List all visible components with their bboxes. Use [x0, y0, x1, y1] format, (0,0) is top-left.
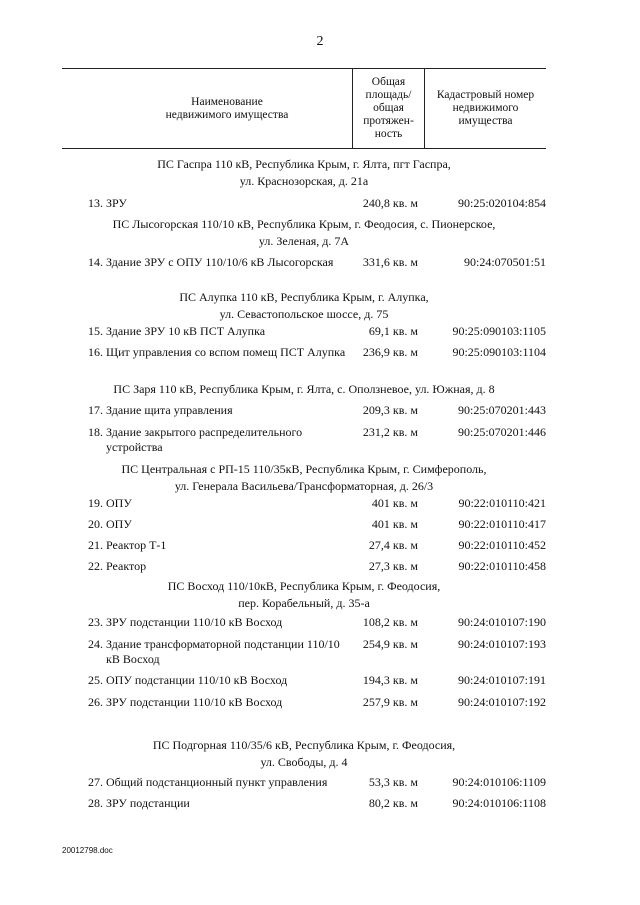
row-name: Общий подстанционный пункт управления [106, 775, 328, 789]
page-number: 2 [316, 34, 324, 49]
row-name: ЗРУ [106, 196, 127, 210]
row-area: 80,2 кв. м [368, 796, 418, 810]
row-area: 240,8 кв. м [362, 196, 418, 210]
row-name: ЗРУ подстанции 110/10 кВ Восход [106, 695, 283, 709]
group-heading: ПС Гаспра 110 кВ, Республика Крым, г. Ялта, пгт Гаспра, ул. Краснозорская, д. 21а [157, 157, 451, 188]
row-area: 209,3 кв. м [362, 403, 418, 417]
row-number: 20. [88, 517, 103, 531]
row-number: 27. [88, 775, 103, 789]
group-heading: ПС Алупка 110 кВ, Республика Крым, г. Алупка, ул. Севастопольское шоссе, д. 75 [179, 290, 429, 321]
row-name: ОПУ [106, 496, 132, 510]
header-name: Наименование недвижимого имущества [165, 95, 289, 121]
row-number: 15. [88, 324, 103, 338]
row-area: 231,2 кв. м [362, 425, 418, 439]
row-cadastral: 90:25:070201:446 [457, 425, 546, 439]
row-cadastral: 90:24:010107:190 [457, 615, 546, 629]
row-area: 53,3 кв. м [368, 775, 418, 789]
row-name: Реактор [106, 559, 147, 573]
row-cadastral: 90:24:010107:191 [457, 673, 546, 687]
row-area: 401 кв. м [371, 517, 418, 531]
row-name: Здание ЗРУ с ОПУ 110/10/6 кВ Лысогорская [106, 255, 334, 269]
row-area: 257,9 кв. м [362, 695, 418, 709]
row-name: ОПУ подстанции 110/10 кВ Восход [106, 673, 288, 687]
row-number: 19. [88, 496, 103, 510]
row-cadastral: 90:25:020104:854 [457, 196, 546, 210]
table-header [62, 68, 546, 149]
row-name: Здание закрытого распределительного устройства [106, 425, 303, 454]
row-cadastral: 90:25:070201:443 [457, 403, 546, 417]
row-cadastral: 90:24:010107:192 [457, 695, 546, 709]
row-area: 236,9 кв. м [362, 345, 418, 359]
footer-filename: 20012798.doc [62, 846, 113, 855]
row-cadastral: 90:22:010110:452 [458, 538, 546, 552]
row-name: ЗРУ подстанции 110/10 кВ Восход [106, 615, 283, 629]
row-name: ОПУ [106, 517, 132, 531]
row-number: 23. [88, 615, 103, 629]
row-area: 108,2 кв. м [362, 615, 418, 629]
row-cadastral: 90:24:010106:1108 [452, 796, 546, 810]
row-cadastral: 90:25:090103:1105 [452, 324, 546, 338]
row-number: 13. [88, 196, 103, 210]
row-number: 18. [88, 425, 103, 439]
row-cadastral: 90:22:010110:421 [458, 496, 546, 510]
row-cadastral: 90:24:070501:51 [463, 255, 546, 269]
row-number: 14. [88, 255, 103, 269]
row-name: Здание ЗРУ 10 кВ ПСТ Алупка [106, 324, 266, 338]
row-area: 69,1 кв. м [368, 324, 418, 338]
row-cadastral: 90:24:010106:1109 [452, 775, 546, 789]
row-area: 401 кв. м [371, 496, 418, 510]
row-number: 21. [88, 538, 103, 552]
row-name: Реактор Т-1 [106, 538, 167, 552]
row-number: 17. [88, 403, 103, 417]
row-area: 194,3 кв. м [362, 673, 418, 687]
row-cadastral: 90:22:010110:458 [458, 559, 546, 573]
row-number: 24. [88, 637, 103, 651]
row-name: ЗРУ подстанции [106, 796, 190, 810]
group-heading: ПС Центральная с РП-15 110/35кВ, Республика Крым, г. Симферополь, ул. Генерала Васильева/Трансформаторная, д. 26/3 [121, 462, 487, 493]
row-number: 25. [88, 673, 103, 687]
row-cadastral: 90:22:010110:417 [458, 517, 546, 531]
group-heading: ПС Заря 110 кВ, Республика Крым, г. Ялта, с. Оползневое, ул. Южная, д. 8 [113, 382, 495, 396]
row-number: 16. [88, 345, 103, 359]
row-area: 27,4 кв. м [368, 538, 418, 552]
row-cadastral: 90:24:010107:193 [457, 637, 546, 651]
row-number: 28. [88, 796, 103, 810]
group-heading: ПС Подгорная 110/35/6 кВ, Республика Крым, г. Феодосия, ул. Свободы, д. 4 [152, 738, 456, 769]
header-area: Общая площадь/ общая протяжен- ность [363, 76, 414, 140]
row-cadastral: 90:25:090103:1104 [452, 345, 546, 359]
row-name: Щит управления со вспом помещ ПСТ Алупка [106, 345, 346, 359]
row-area: 254,9 кв. м [362, 637, 418, 651]
group-heading: ПС Лысогорская 110/10 кВ, Республика Крым, г. Феодосия, с. Пионерское, ул. Зеленая, д. 7А [112, 217, 496, 248]
row-name: Здание щита управления [106, 403, 233, 417]
row-number: 26. [88, 695, 103, 709]
group-heading: ПС Восход 110/10кВ, Республика Крым, г. Феодосия, пер. Корабельный, д. 35-а [167, 579, 441, 610]
row-number: 22. [88, 559, 103, 573]
row-area: 27,3 кв. м [368, 559, 418, 573]
header-cadastral: Кадастровый номер недвижимого имущества [436, 89, 535, 127]
row-area: 331,6 кв. м [362, 255, 418, 269]
row-name: Здание трансформаторной подстанции 110/10 кВ Восход [106, 637, 340, 666]
